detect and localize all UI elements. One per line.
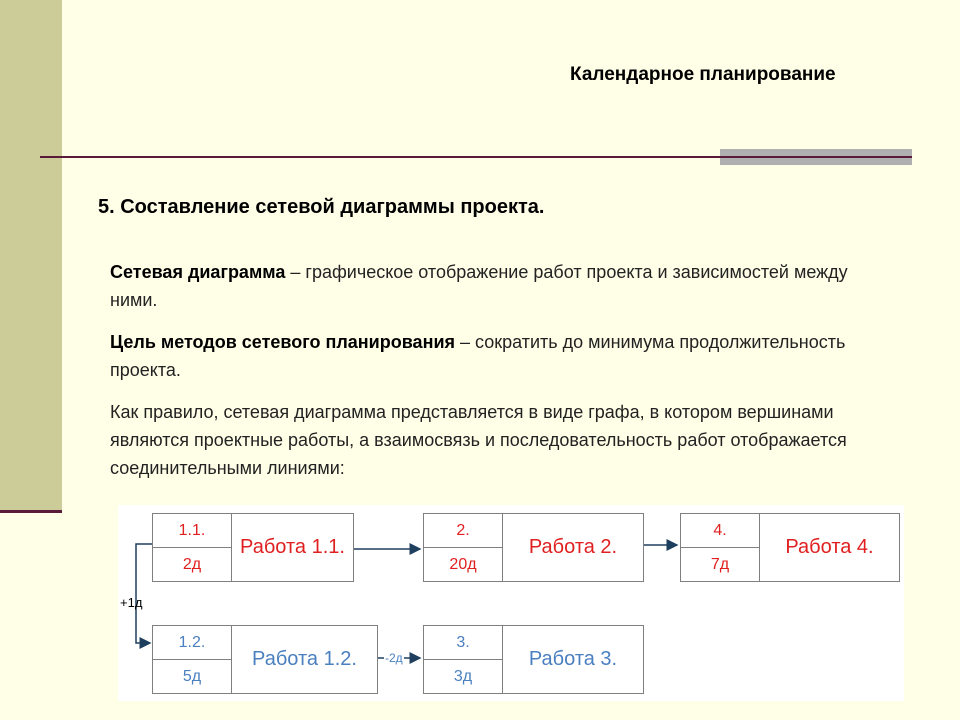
page-title: Календарное планирование <box>570 64 836 85</box>
node-work-4 <box>680 513 900 582</box>
node-id: 3. <box>424 626 503 660</box>
title-accent-bar <box>720 149 912 165</box>
title-divider <box>40 156 720 158</box>
node-work-1-1 <box>152 513 354 582</box>
node-name: Работа 2. <box>528 536 618 558</box>
node-work-2 <box>423 513 644 582</box>
sidebar-rule <box>0 510 62 513</box>
node-duration: 5д <box>153 660 232 693</box>
node-id: 1.2. <box>153 626 232 660</box>
node-name: Работа 1.2. <box>252 648 357 670</box>
goal-paragraph <box>110 328 900 384</box>
sidebar-decoration <box>0 0 62 512</box>
definition-paragraph <box>110 258 900 314</box>
arrow-1-1-to-1-2 <box>136 544 152 643</box>
node-name: Работа 1.1. <box>240 536 345 558</box>
node-duration: 7д <box>681 548 760 581</box>
node-duration: 2д <box>153 548 232 581</box>
node-name: Работа 3. <box>528 648 618 670</box>
lag-label-minus-2d: -2д <box>385 651 403 665</box>
definition-term: Сетевая диаграмма <box>110 262 286 282</box>
node-name: Работа 4. <box>785 536 874 558</box>
graph-text: Как правило, сетевая диаграмма представляется в виде графа, в котором вершинами являются проектные работы, а взаимосвязь и последовательность работ отображается соединительными линиями: <box>110 402 847 478</box>
node-duration: 3д <box>424 660 503 693</box>
network-diagram <box>118 505 904 701</box>
definition-text: – графическое отображение работ проекта и зависимостей между ними. <box>110 262 848 310</box>
node-id: 4. <box>681 514 760 548</box>
goal-text: – сократить до минимума продолжительность проекта. <box>110 332 846 380</box>
section-heading: 5. Составление сетевой диаграммы проекта. <box>98 196 545 218</box>
goal-term: Цель методов сетевого планирования <box>110 332 456 352</box>
node-work-3 <box>423 625 644 694</box>
node-id: 1.1. <box>153 514 232 548</box>
graph-paragraph <box>110 398 900 482</box>
lag-label-plus-1d: +1д <box>120 595 143 610</box>
node-duration: 20д <box>424 548 503 581</box>
node-id: 2. <box>424 514 503 548</box>
node-work-1-2 <box>152 625 378 694</box>
